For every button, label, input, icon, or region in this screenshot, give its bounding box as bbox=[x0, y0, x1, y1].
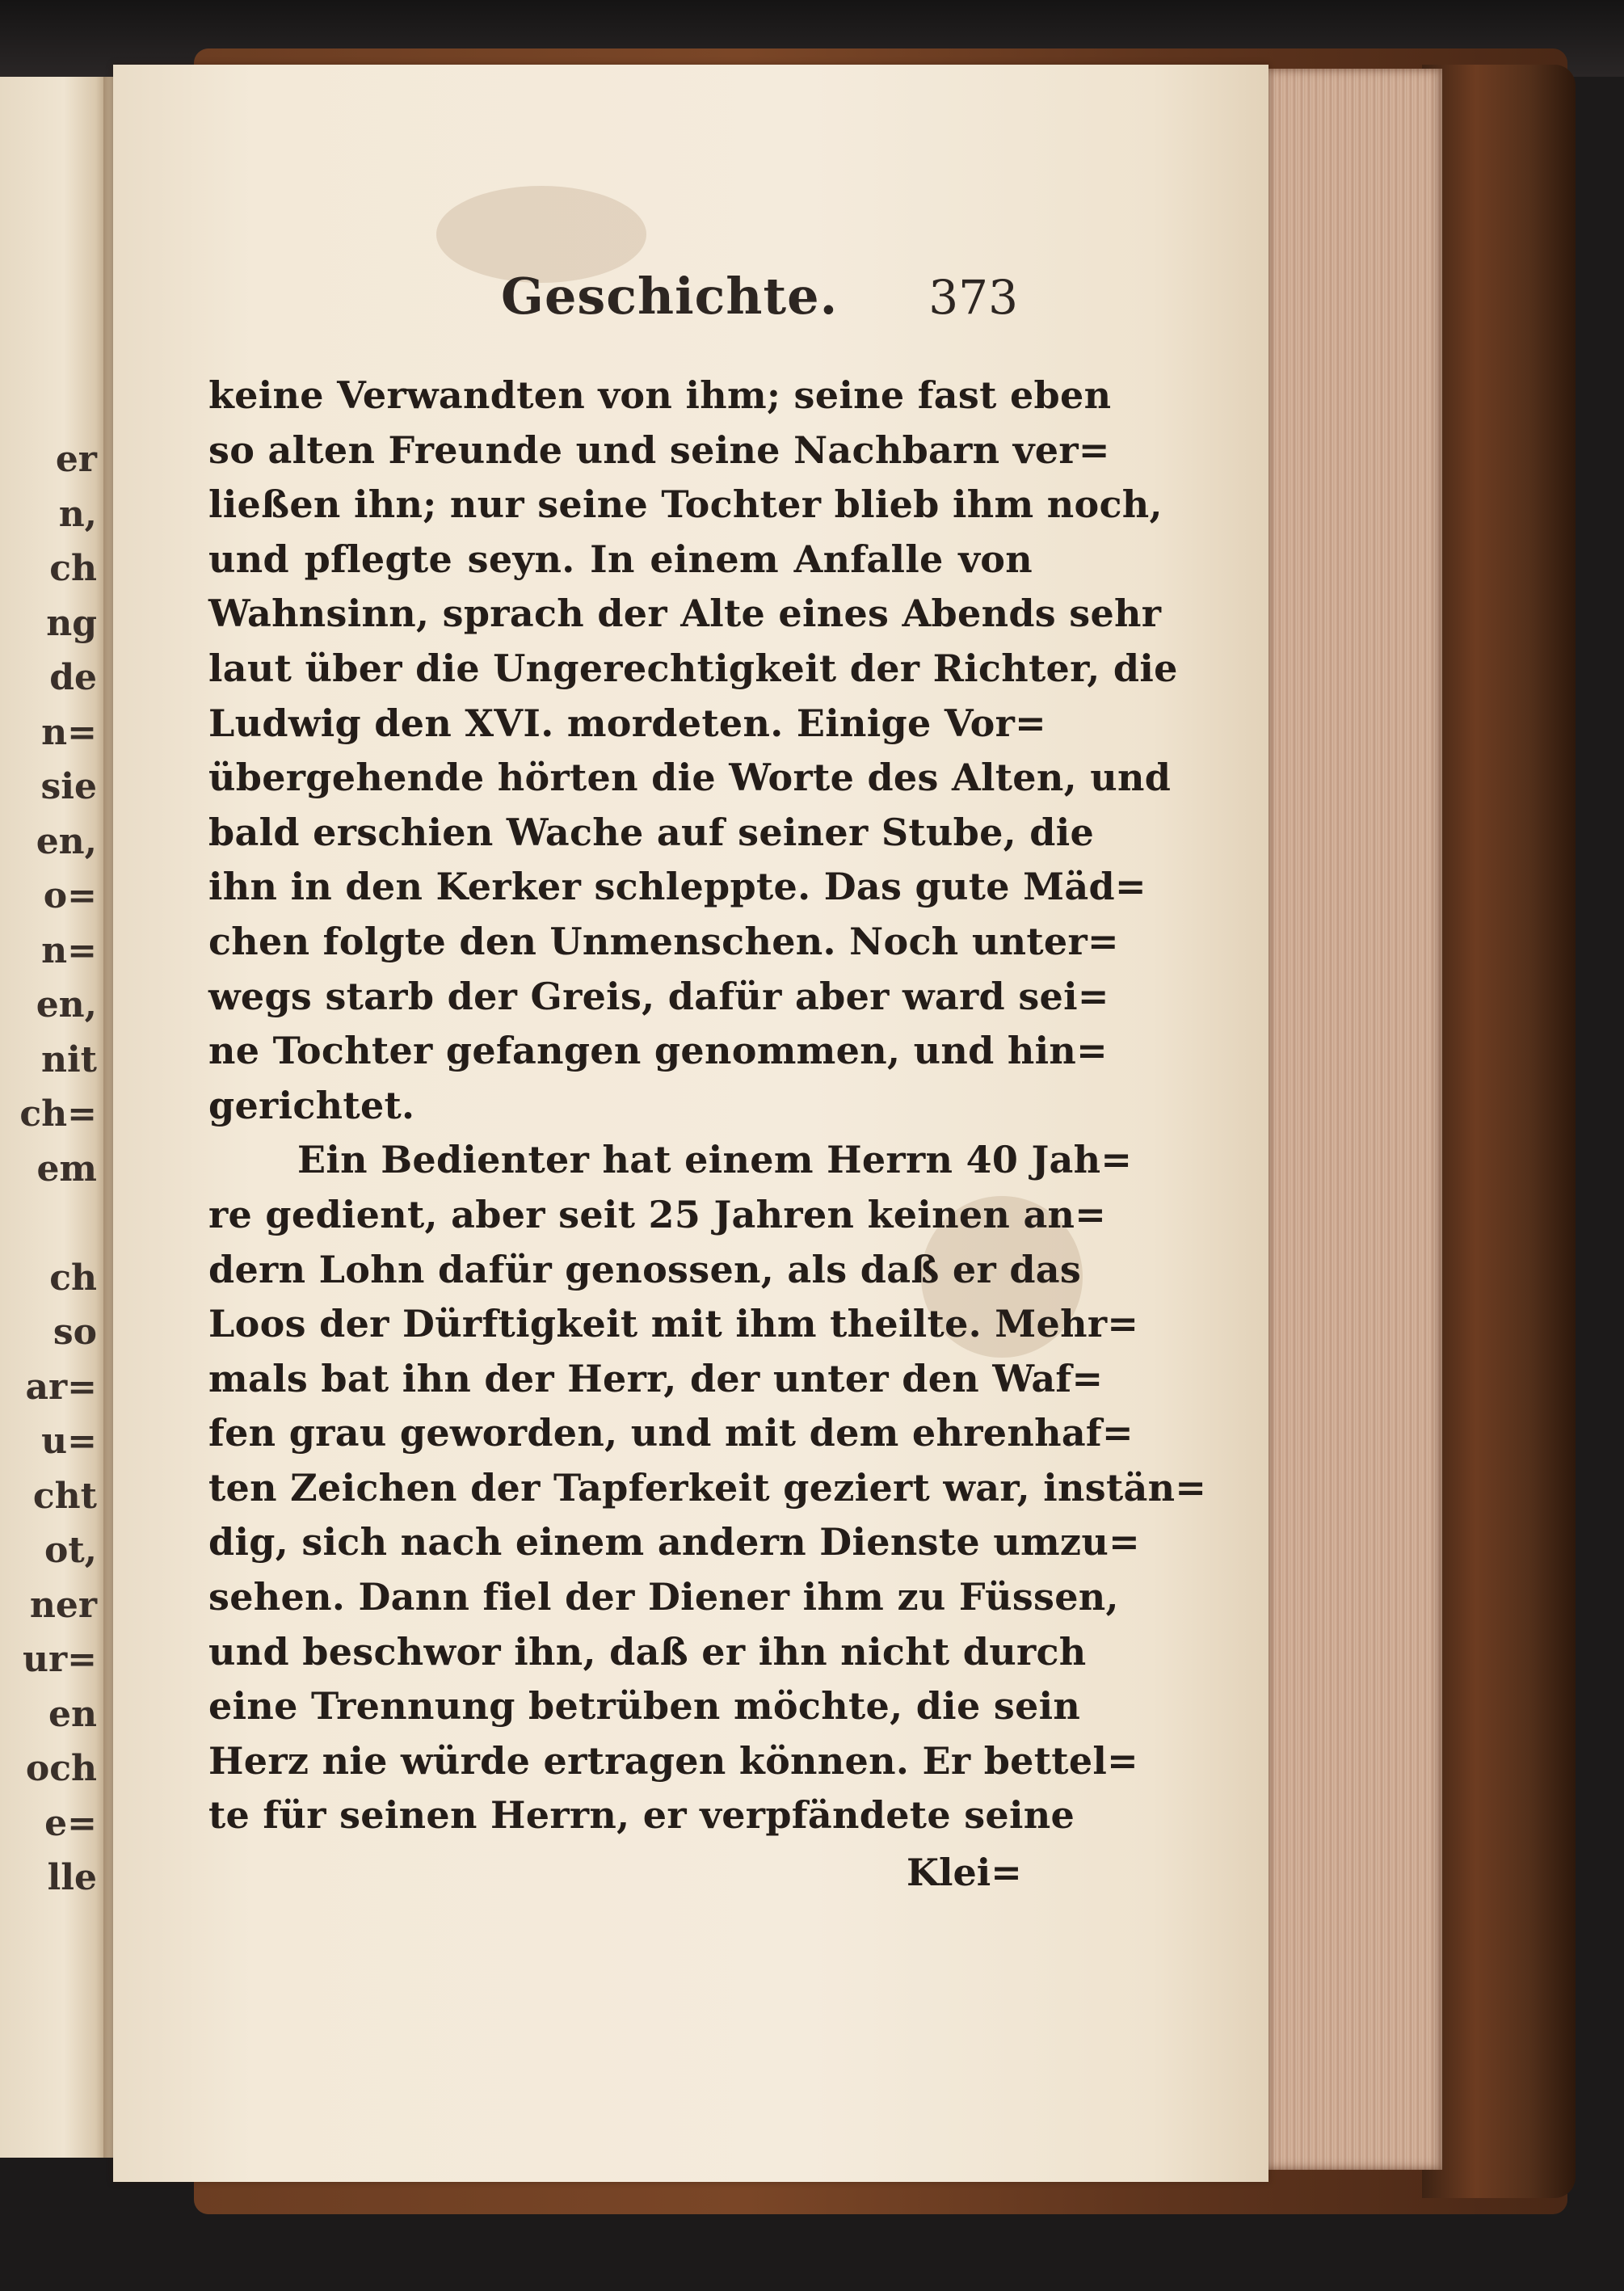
page-fore-edge bbox=[1260, 69, 1442, 2170]
text-line: dern Lohn dafür genossen, als daß er das bbox=[208, 1247, 1082, 1291]
left-page-fragment: n= bbox=[41, 929, 97, 971]
text-line: laut über die Ungerechtigkeit der Richter, die bbox=[208, 646, 1178, 690]
text-line: ließen ihn; nur seine Tochter blieb ihm noch, bbox=[208, 482, 1163, 527]
text-line: gerichtet. bbox=[208, 1083, 415, 1127]
left-page-fragment: och bbox=[25, 1748, 97, 1789]
text-line: ihn in den Kerker schleppte. Das gute Mäd= bbox=[208, 865, 1146, 909]
text-line: Ludwig den XVI. mordeten. Einige Vor= bbox=[208, 701, 1046, 745]
text-line: Herz nie würde ertragen können. Er bettel= bbox=[208, 1738, 1139, 1783]
left-page-fragment bbox=[0, 1196, 103, 1251]
text-line: fen grau geworden, und mit dem ehrenhaf= bbox=[208, 1411, 1134, 1455]
text-line: chen folgte den Unmenschen. Noch unter= bbox=[208, 919, 1119, 963]
text-line: eine Trennung betrüben möchte, die sein bbox=[208, 1684, 1081, 1729]
text-line: und beschwor ihn, daß er ihn nicht durch bbox=[208, 1629, 1087, 1674]
text-line: dig, sich nach einem andern Dienste umzu= bbox=[208, 1520, 1140, 1565]
text-line: wegs starb der Greis, dafür aber ward sei= bbox=[208, 974, 1109, 1018]
left-page-fragment: ot, bbox=[44, 1530, 97, 1571]
left-page-fragment: ch bbox=[49, 1257, 97, 1299]
running-head-title: Geschichte. bbox=[501, 267, 839, 326]
left-page-fragment: sie bbox=[40, 766, 97, 807]
left-page-fragment: n, bbox=[58, 493, 97, 535]
left-page-fragment: nit bbox=[40, 1038, 97, 1080]
cover-spine-edge bbox=[1422, 65, 1576, 2198]
left-page-fragment: ner bbox=[29, 1584, 97, 1626]
left-page-fragment: o= bbox=[43, 875, 97, 916]
text-line: Ein Bedienter hat einem Herrn 40 Jah= bbox=[297, 1138, 1133, 1182]
left-page-fragment: ur= bbox=[22, 1639, 97, 1680]
body-text bbox=[208, 368, 1207, 1843]
text-line: ne Tochter gefangen genommen, und hin= bbox=[208, 1029, 1108, 1073]
catchword: Klei= bbox=[907, 1851, 1022, 1894]
left-page-fragment: em bbox=[36, 1148, 97, 1190]
left-page-fragment: en, bbox=[36, 984, 97, 1025]
text-line: te für seinen Herrn, er verpfändete seine bbox=[208, 1793, 1075, 1838]
left-page-fragment: ch bbox=[49, 548, 97, 589]
text-line: bald erschien Wache auf seiner Stube, die bbox=[208, 810, 1095, 854]
left-page-fragment: er bbox=[55, 439, 97, 480]
text-line: Wahnsinn, sprach der Alte eines Abends sehr bbox=[208, 592, 1162, 636]
text-line: so alten Freunde und seine Nachbarn ver= bbox=[208, 427, 1110, 472]
left-page-line-fragments bbox=[0, 432, 103, 1906]
text-line: Loos der Dürftigkeit mit ihm theilte. Mehr= bbox=[208, 1302, 1139, 1346]
text-line: sehen. Dann fiel der Diener ihm zu Füssen, bbox=[208, 1575, 1119, 1619]
left-page-fragment: cht bbox=[32, 1475, 97, 1517]
left-page-fragment: n= bbox=[41, 711, 97, 753]
left-page-fragment: u= bbox=[41, 1421, 97, 1462]
text-line: keine Verwandten von ihm; seine fast eben bbox=[208, 373, 1112, 417]
left-page-fragment: ar= bbox=[25, 1366, 97, 1408]
running-head bbox=[501, 267, 1018, 339]
text-line: ten Zeichen der Tapferkeit geziert war, instän= bbox=[208, 1465, 1207, 1510]
text-line: und pflegte seyn. In einem Anfalle von bbox=[208, 537, 1033, 581]
left-page-fragment: so bbox=[53, 1312, 97, 1353]
left-page-fragment: ch= bbox=[19, 1093, 97, 1135]
left-page-fragment: en bbox=[48, 1693, 97, 1735]
page-number: 373 bbox=[928, 270, 1018, 325]
text-line: übergehende hörten die Worte des Alten, und bbox=[208, 756, 1172, 800]
text-line: re gedient, aber seit 25 Jahren keinen an= bbox=[208, 1192, 1107, 1236]
left-page-fragment: de bbox=[49, 657, 97, 698]
left-page-edge bbox=[0, 77, 107, 2158]
left-page-fragment: en, bbox=[36, 820, 97, 862]
text-line: mals bat ihn der Herr, der unter den Waf= bbox=[208, 1356, 1104, 1400]
left-page-fragment: e= bbox=[44, 1802, 97, 1844]
left-page-fragment: lle bbox=[47, 1857, 97, 1898]
left-page-fragment: ng bbox=[46, 602, 97, 644]
